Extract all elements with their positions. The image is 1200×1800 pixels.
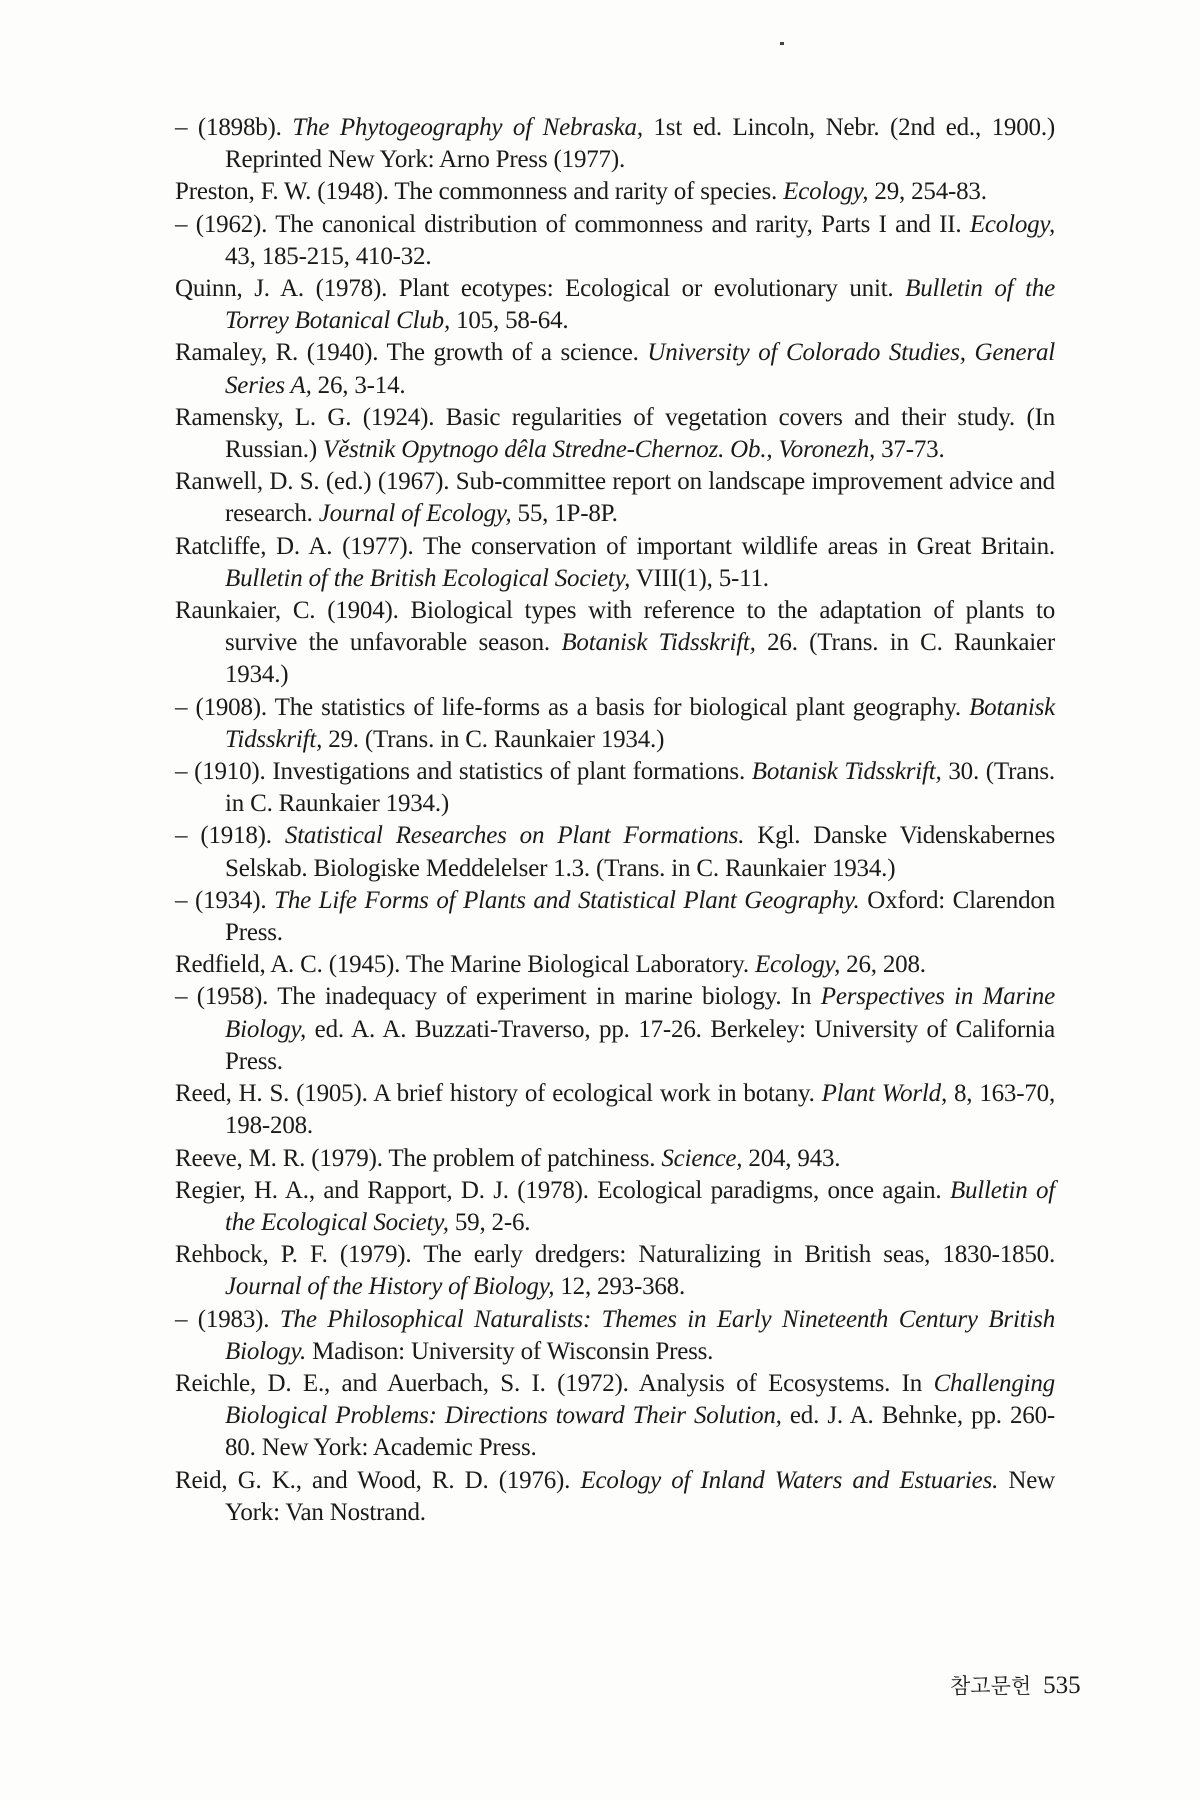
reference-text: – (1958). The inadequacy of experiment in marine biology. In [175, 983, 821, 1011]
reference-text: 59, 2-6. [448, 1208, 531, 1236]
reference-text: New York: Van Nostrand. [225, 1466, 1056, 1526]
reference-entry [175, 273, 1055, 337]
reference-text: Redfield, A. C. (1945). The Marine Biological Laboratory. [175, 951, 755, 979]
reference-entry [175, 1239, 1055, 1303]
reference-title-italic: Ecology, [754, 951, 841, 979]
reference-text: Oxford: Clarendon Press. [225, 886, 1055, 947]
reference-text: 29. (Trans. in C. Raunkaier 1934.) [322, 725, 665, 753]
reference-text: Madison: University of Wisconsin Press. [306, 1337, 714, 1365]
reference-title-italic: Statistical Researches on Plant Formations. [284, 822, 745, 850]
reference-title-italic: University of Colorado Studies, General Series A, [225, 339, 1055, 399]
reference-text: 26, 208. [840, 951, 926, 979]
reference-text: Kgl. Danske Videnskabernes Selskab. Biologiske Meddelelser 1.3. (Trans. in C. Raunkaier 1934.) [225, 822, 1056, 882]
reference-title-italic: Science, [661, 1144, 743, 1172]
reference-list [175, 112, 1055, 1529]
reference-title-italic: Perspectives in Marine Biology, [225, 983, 1055, 1043]
reference-title-italic: Bulletin of the Ecological Society, [225, 1176, 1055, 1236]
reference-text: 26. (Trans. in C. Raunkaier 1934.) [225, 629, 1055, 689]
page-footer [950, 1670, 1081, 1700]
reference-entry [175, 981, 1055, 1078]
reference-text: 8, 163-70, 198-208. [225, 1080, 1055, 1140]
reference-text: 55, 1P-8P. [511, 500, 618, 528]
reference-entry [175, 112, 1055, 176]
reference-title-italic: Botanisk Tidsskrift, [751, 758, 942, 786]
reference-text: Reichle, D. E., and Auerbach, S. I. (1972). Analysis of Ecosystems. In [175, 1369, 934, 1397]
reference-text: – (1918). [175, 822, 285, 850]
reference-title-italic: Challenging Biological Problems: Directions toward Their Solution, [225, 1369, 1055, 1430]
reference-entry [175, 1304, 1055, 1368]
reference-title-italic: The Phytogeography of Nebraska, [292, 114, 643, 141]
reference-text: 30. (Trans. in C. Raunkaier 1934.) [225, 758, 1055, 818]
reference-entry [175, 885, 1055, 949]
running-footer-section: 참고문헌 [950, 1674, 1032, 1698]
reference-text: ed. J. A. Behnke, pp. 260-80. New York: Academic Press. [225, 1402, 1056, 1462]
reference-title-italic: Journal of Ecology, [318, 500, 512, 528]
reference-text: Ramensky, L. G. (1924). Basic regularities of vegetation covers and their study. (In Russian.) [175, 403, 1055, 464]
reference-text: – (1910). Investigations and statistics of plant formations. [175, 758, 752, 786]
reference-text: Reed, H. S. (1905). A brief history of ecological work in botany. [175, 1080, 822, 1108]
scan-speck [780, 42, 784, 45]
reference-text: 12, 293-368. [554, 1273, 686, 1301]
reference-entry [175, 1143, 1055, 1175]
reference-text: – (1908). The statistics of life-forms as a basis for biological plant geography. [175, 693, 970, 721]
reference-text: Reeve, M. R. (1979). The problem of patchiness. [175, 1144, 662, 1172]
reference-title-italic: Ecology of Inland Waters and Estuaries. [580, 1466, 999, 1494]
reference-text: 26, 3-14. [311, 371, 406, 399]
reference-title-italic: The Philosophical Naturalists: Themes in Early Nineteenth Century British Biology. [225, 1305, 1056, 1365]
reference-entry [175, 1368, 1055, 1465]
reference-entry [175, 820, 1055, 884]
reference-entry [175, 1175, 1055, 1239]
reference-text: 105, 58-64. [450, 307, 569, 335]
reference-text: – (1983). [175, 1305, 280, 1333]
reference-entry [175, 209, 1055, 273]
reference-entry [175, 1078, 1055, 1142]
reference-entry [175, 531, 1055, 595]
reference-entry [175, 337, 1055, 401]
reference-title-italic: Botanisk Tidsskrift, [561, 629, 756, 657]
reference-entry [175, 756, 1055, 820]
reference-text: Rehbock, P. F. (1979). The early dredgers: Naturalizing in British seas, 1830-1850. [175, 1241, 1055, 1269]
reference-text: – (1962). The canonical distribution of commonness and rarity, Parts I and II. [175, 210, 970, 238]
reference-text: Ratcliffe, D. A. (1977). The conservation of important wildlife areas in Great Britain. [175, 532, 1055, 560]
reference-title-italic: The Life Forms of Plants and Statistical Plant Geography. [274, 886, 860, 914]
reference-text: 204, 943. [742, 1144, 841, 1172]
reference-title-italic: Bulletin of the Torrey Botanical Club, [225, 275, 1056, 335]
reference-text: 43, 185-215, 410-32. [225, 242, 432, 270]
reference-text: 1st ed. Lincoln, Nebr. (2nd ed., 1900.) Reprinted New York: Arno Press (1977). [225, 114, 1055, 174]
reference-text: 37-73. [875, 436, 945, 464]
reference-title-italic: Ecology, [969, 210, 1055, 238]
reference-text: 29, 254-83. [868, 178, 987, 206]
reference-entry [175, 466, 1055, 530]
reference-title-italic: Journal of the History of Biology, [225, 1273, 555, 1301]
reference-text: – (1934). [175, 886, 275, 914]
reference-title-italic: Plant World, [821, 1080, 948, 1108]
reference-text: Ranwell, D. S. (ed.) (1967). Sub-committee report on landscape improvement advice and research. [175, 468, 1055, 528]
reference-text: Quinn, J. A. (1978). Plant ecotypes: Ecological or evolutionary unit. [175, 275, 906, 303]
reference-text: Reid, G. K., and Wood, R. D. (1976). [175, 1466, 581, 1494]
reference-title-italic: Ecology, [783, 178, 869, 206]
reference-title-italic: Bulletin of the British Ecological Society, [225, 564, 631, 592]
reference-text: – (1898b). [175, 114, 293, 141]
reference-entry [175, 949, 1055, 981]
reference-title-italic: Věstnik Opytnogo dêla Stredne-Chernoz. Ob., Voronezh, [323, 436, 876, 464]
reference-text: Preston, F. W. (1948). The commonness and rarity of species. [175, 178, 784, 206]
reference-entry [175, 1465, 1055, 1529]
reference-text: Regier, H. A., and Rapport, D. J. (1978). Ecological paradigms, once again. [175, 1176, 950, 1204]
reference-text: VIII(1), 5-11. [630, 564, 769, 592]
reference-title-italic: Botanisk Tidsskrift, [225, 693, 1055, 753]
reference-text: Ramaley, R. (1940). The growth of a science. [175, 339, 648, 367]
page-number: 535 [1043, 1672, 1081, 1699]
reference-entry [175, 692, 1055, 756]
reference-entry [175, 402, 1055, 466]
reference-entry [175, 595, 1055, 692]
reference-text: Raunkaier, C. (1904). Biological types with reference to the adaptation of plants to survive the unfavorable season. [175, 597, 1055, 657]
reference-text: ed. A. A. Buzzati-Traverso, pp. 17-26. Berkeley: University of California Press. [225, 1015, 1055, 1075]
reference-entry [175, 176, 1055, 208]
